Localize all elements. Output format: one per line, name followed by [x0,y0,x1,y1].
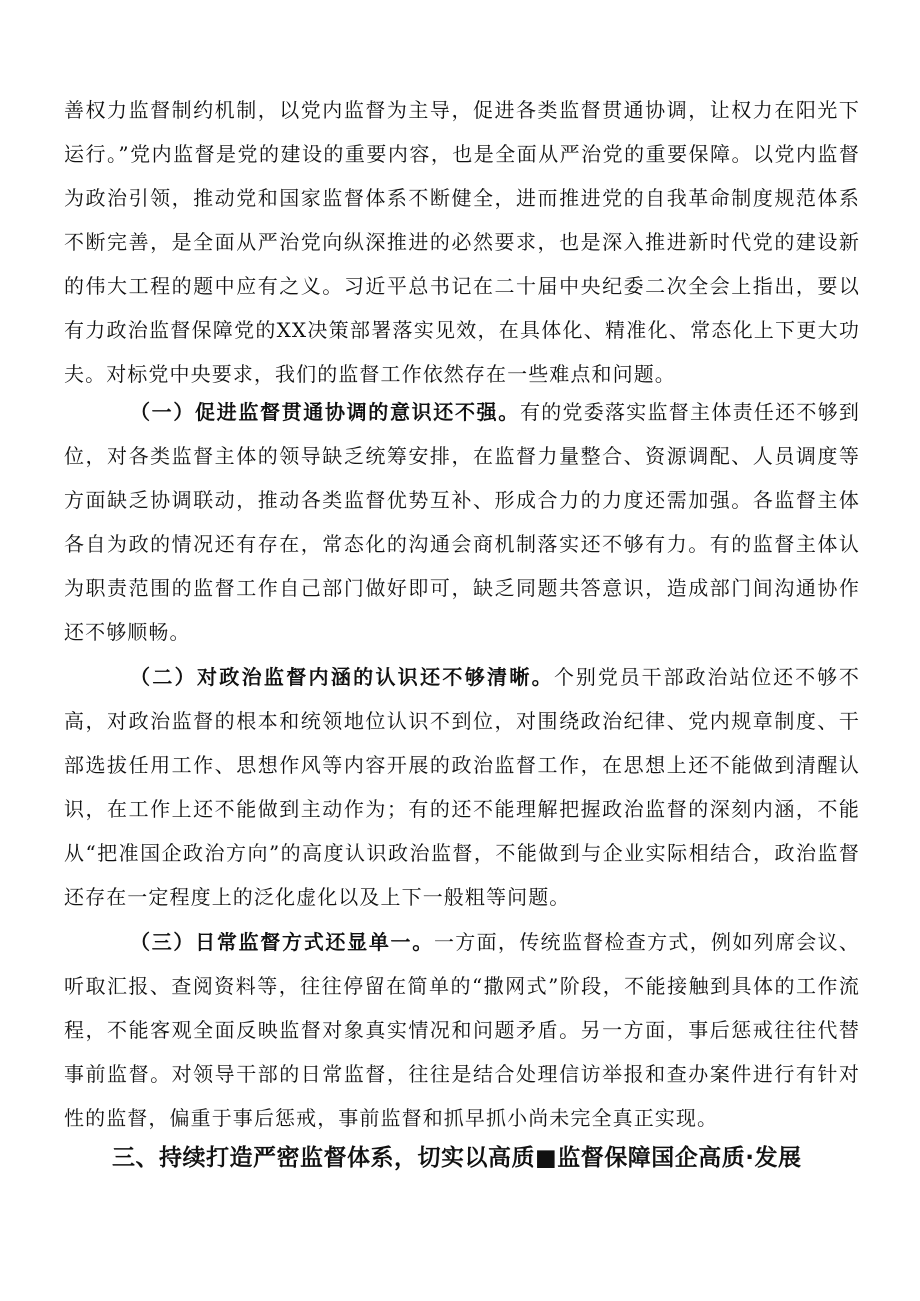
issue-heading-3: （三）日常监督方式还显单一。 [130,930,434,954]
issue-paragraph-3 [64,920,860,1140]
issue-paragraph-1 [64,390,860,654]
section-heading: 三、持续打造严密监督体系，切实以高质■监督保障国企高质·发展 [112,1145,802,1171]
issue-heading-2: （二）对政治监督内涵的认识还不够清晰。 [130,665,554,689]
issue-body-3: 一方面，传统监督检查方式，例如列席会议、听取汇报、查阅资料等，往往停留在简单的“撒网式”阶段，不能接触到具体的工作流程，不能客观全面反映监督对象真实情况和问题矛盾。另一方面，事后惩戒往往代替事前监督。对领导干部的日常监督，往往是结合处理信访举报和查办案件进行有针对性的监督，偏重于事后惩戒，事前监督和抓早抓小尚未完全真正实现。 [64,930,861,1130]
intro-paragraph: 善权力监督制约机制，以党内监督为主导，促进各类监督贯通协调，让权力在阳光下运行。”党内监督是党的建设的重要内容，也是全面从严治党的重要保障。以党内监督为政治引领，推动党和国家监督体系不断健全，进而推进党的自我革命制度规范体系不断完善，是全面从严治党向纵深推进的必然要求，也是深入推进新时代党的建设新的伟大工程的题中应有之义。习近平总书记在二十届中央纪委二次全会上指出，要以有力政治监督保障党的XX决策部署落实见效，在具体化、精准化、常态化上下更大功夫。对标党中央要求，我们的监督工作依然存在一些难点和问题。 [64,98,860,386]
issue-body-1: 有的党委落实监督主体责任还不够到位，对各类监督主体的领导缺乏统筹安排，在监督力量整合、资源调配、人员调度等方面缺乏协调联动，推动各类监督优势互补、形成合力的力度还需加强。各监督主体各自为政的情况还有存在，常态化的沟通会商机制落实还不够有力。有的监督主体认为职责范围的监督工作自己部门做好即可，缺乏同题共答意识，造成部门间沟通协作还不够顺畅。 [64,400,861,644]
issue-body-2: 个别党员干部政治站位还不够不高，对政治监督的根本和统领地位认识不到位，对围绕政治纪律、党内规章制度、干部选拔任用工作、思想作风等内容开展的政治监督工作，在思想上还不能做到清醒认识，在工作上还不能做到主动作为；有的还不能理解把握政治监督的深刻内涵，不能从“把准国企政治方向”的高度认识政治监督，不能做到与企业实际相结合，政治监督还存在一定程度上的泛化虚化以及上下一般粗等问题。 [64,665,861,909]
issue-paragraph-2 [64,655,860,919]
issue-heading-1: （一）促进监督贯通协调的意识还不强。 [130,400,520,424]
